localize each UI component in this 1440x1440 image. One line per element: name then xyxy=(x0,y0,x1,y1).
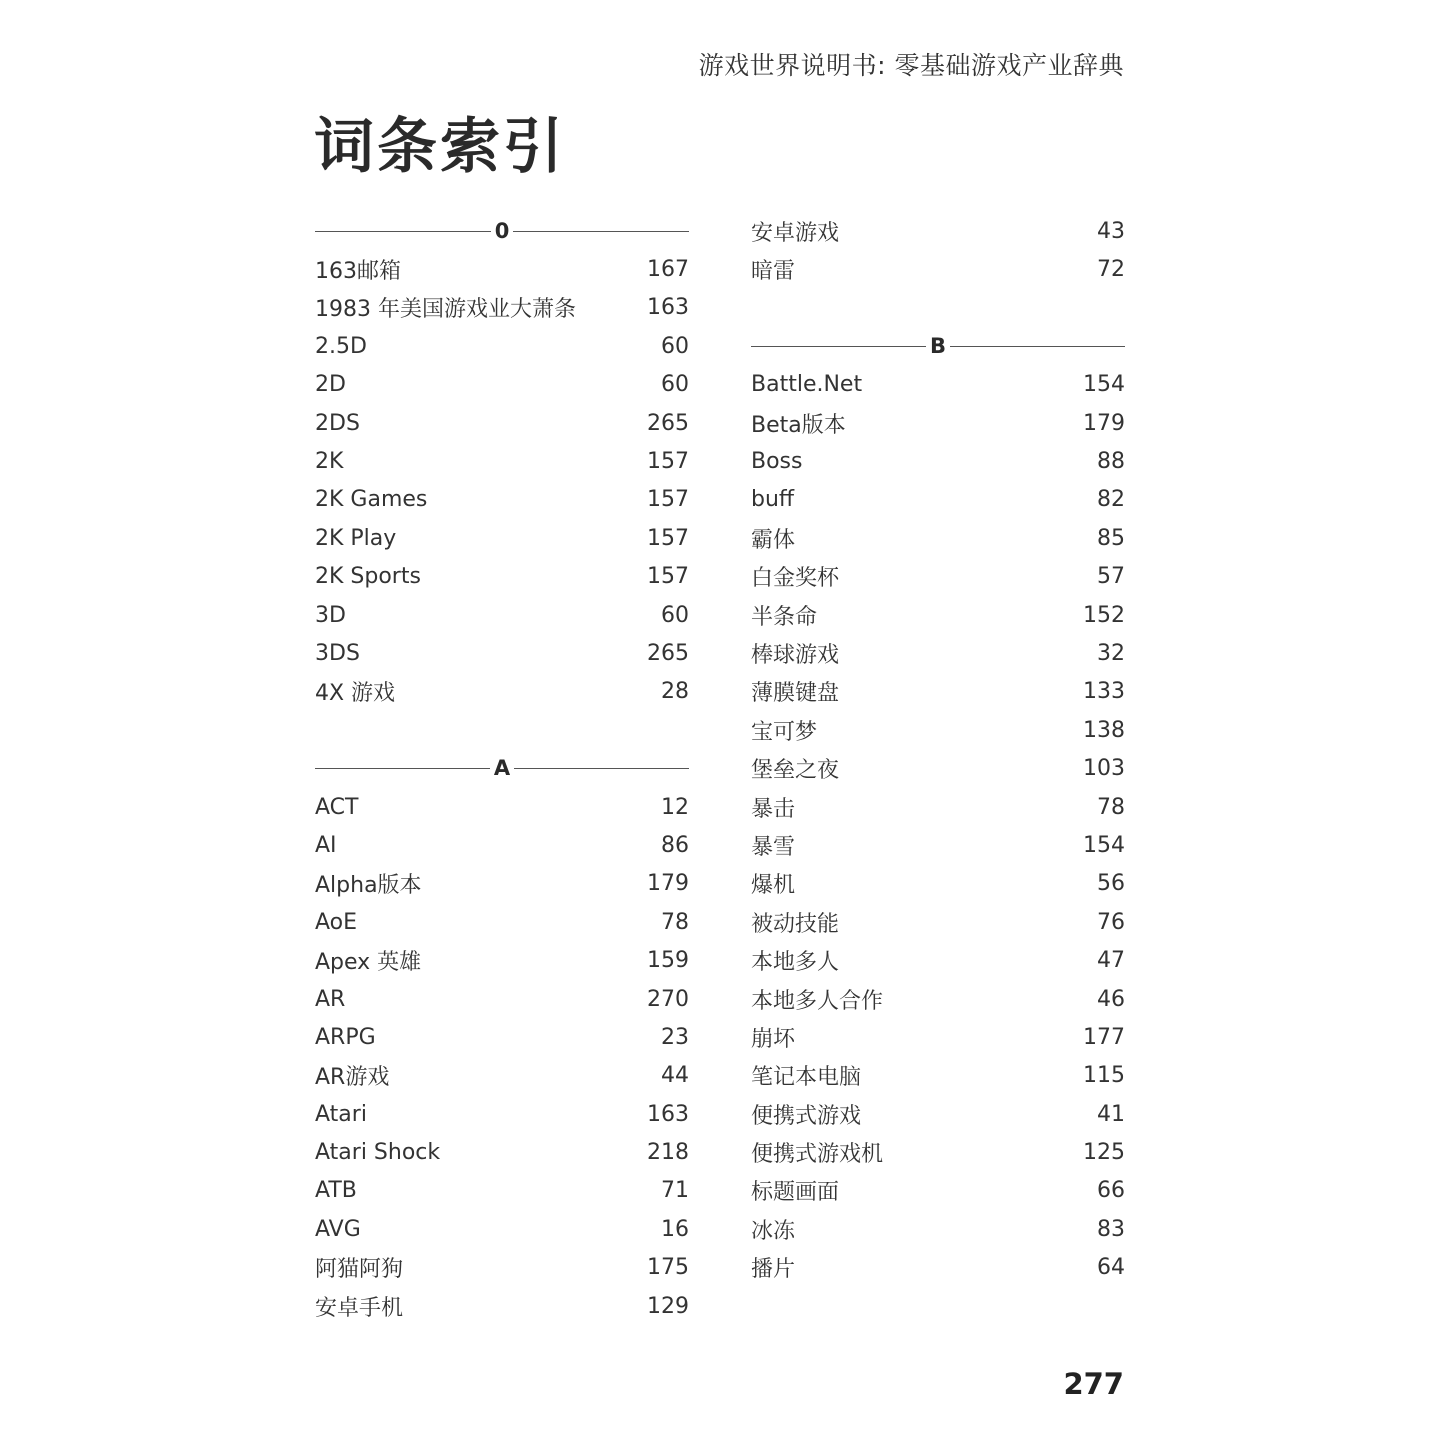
index-term: 薄膜键盘 xyxy=(751,681,840,707)
index-term: 便携式游戏 xyxy=(751,1103,862,1129)
index-entry xyxy=(315,826,689,864)
index-page-ref: 157 xyxy=(647,487,689,513)
index-page-ref: 179 xyxy=(647,871,689,897)
index-term: 便携式游戏机 xyxy=(751,1142,884,1168)
index-term: AVG xyxy=(315,1216,361,1242)
index-page-ref: 72 xyxy=(1097,257,1125,283)
index-page-ref: 270 xyxy=(647,986,689,1012)
index-entry xyxy=(315,1287,689,1325)
index-page-ref: 60 xyxy=(661,333,689,359)
section-gap xyxy=(751,289,1125,327)
index-term: 4X 游戏 xyxy=(315,681,396,707)
index-entry xyxy=(315,634,689,672)
index-page-ref: 71 xyxy=(661,1178,689,1204)
section-gap xyxy=(315,711,689,749)
index-term: 标题画面 xyxy=(751,1180,840,1206)
index-term: 笔记本电脑 xyxy=(751,1065,862,1091)
index-page-ref: 152 xyxy=(1083,602,1125,628)
index-term: 2K Sports xyxy=(315,564,421,590)
index-page-ref: 78 xyxy=(1097,794,1125,820)
index-entry xyxy=(751,634,1125,672)
index-term: Battle.Net xyxy=(751,372,863,398)
index-page-ref: 163 xyxy=(647,1101,689,1127)
index-entry xyxy=(751,1018,1125,1056)
index-term: buff xyxy=(751,487,795,513)
index-page-ref: 44 xyxy=(661,1063,689,1089)
index-page-ref: 218 xyxy=(647,1140,689,1166)
index-term: 爆机 xyxy=(751,873,796,899)
index-entry xyxy=(751,1057,1125,1095)
index-entry xyxy=(315,327,689,365)
index-entry xyxy=(751,1133,1125,1171)
section-letter: 0 xyxy=(494,218,510,243)
index-term: 3D xyxy=(315,602,346,628)
index-page-ref: 175 xyxy=(647,1255,689,1281)
index-term: 2K Play xyxy=(315,525,397,551)
section-heading xyxy=(751,327,1125,365)
index-entry xyxy=(751,865,1125,903)
index-term: Atari xyxy=(315,1101,367,1127)
index-term: 1983 年美国游戏业大萧条 xyxy=(315,297,576,323)
index-term: Atari Shock xyxy=(315,1140,441,1166)
index-entry xyxy=(315,404,689,442)
index-entry xyxy=(751,519,1125,557)
index-page-ref: 138 xyxy=(1083,717,1125,743)
index-page-ref: 177 xyxy=(1083,1024,1125,1050)
index-term: 安卓手机 xyxy=(315,1295,404,1321)
index-entry xyxy=(751,749,1125,787)
index-page-ref: 265 xyxy=(647,640,689,666)
index-term: 暴击 xyxy=(751,796,796,822)
index-term: ACT xyxy=(315,794,359,820)
index-term: 暴雪 xyxy=(751,834,796,860)
section-letter: B xyxy=(930,333,947,358)
index-entry xyxy=(751,1210,1125,1248)
index-entry xyxy=(315,558,689,596)
index-entry xyxy=(751,826,1125,864)
index-entry xyxy=(751,788,1125,826)
index-entry xyxy=(315,1057,689,1095)
index-page-ref: 154 xyxy=(1083,372,1125,398)
index-page-ref: 47 xyxy=(1097,948,1125,974)
index-page-ref: 60 xyxy=(661,372,689,398)
section-rule xyxy=(514,768,689,769)
index-page-ref: 167 xyxy=(647,257,689,283)
page-title: 词条索引 xyxy=(314,112,566,182)
index-page-ref: 159 xyxy=(647,948,689,974)
index-page-ref: 78 xyxy=(661,909,689,935)
index-entry xyxy=(751,366,1125,404)
index-page-ref: 64 xyxy=(1097,1255,1125,1281)
index-entry xyxy=(751,1095,1125,1133)
index-entry xyxy=(315,1018,689,1056)
index-term: 白金奖杯 xyxy=(751,566,840,592)
index-entry xyxy=(315,980,689,1018)
index-page-ref: 265 xyxy=(647,410,689,436)
index-entry xyxy=(315,941,689,979)
index-entry xyxy=(751,442,1125,480)
section-heading xyxy=(315,749,689,787)
section-letter: A xyxy=(493,756,511,781)
index-entry xyxy=(315,1095,689,1133)
index-entry xyxy=(751,212,1125,250)
index-page-ref: 28 xyxy=(661,679,689,705)
index-page-ref: 115 xyxy=(1083,1063,1125,1089)
index-entry xyxy=(315,1133,689,1171)
index-entry xyxy=(751,481,1125,519)
index-entry xyxy=(751,980,1125,1018)
index-page-ref: 76 xyxy=(1097,909,1125,935)
index-entry xyxy=(315,289,689,327)
index-term: 3DS xyxy=(315,640,360,666)
index-entry xyxy=(751,404,1125,442)
index-page-ref: 163 xyxy=(647,295,689,321)
index-entry xyxy=(315,865,689,903)
section-rule xyxy=(950,346,1125,347)
index-page-ref: 103 xyxy=(1083,756,1125,782)
index-page-ref: 12 xyxy=(661,794,689,820)
index-term: 棒球游戏 xyxy=(751,642,840,668)
index-term: Alpha版本 xyxy=(315,873,422,899)
index-term: 安卓游戏 xyxy=(751,220,840,246)
index-term: 崩坏 xyxy=(751,1026,796,1052)
index-entry xyxy=(751,1249,1125,1287)
index-term: 播片 xyxy=(751,1257,796,1283)
index-page-ref: 154 xyxy=(1083,832,1125,858)
index-entry xyxy=(751,1172,1125,1210)
index-entry xyxy=(751,250,1125,288)
index-term: 半条命 xyxy=(751,604,818,630)
index-page-ref: 157 xyxy=(647,525,689,551)
section-rule xyxy=(315,231,491,232)
index-term: 本地多人 xyxy=(751,950,840,976)
index-term: ATB xyxy=(315,1178,357,1204)
running-head: 游戏世界说明书: 零基础游戏产业辞典 xyxy=(698,51,1124,80)
index-page-ref: 83 xyxy=(1097,1216,1125,1242)
index-term: 2K xyxy=(315,449,344,475)
index-page-ref: 179 xyxy=(1083,410,1125,436)
section-heading xyxy=(315,212,689,250)
index-entry xyxy=(751,558,1125,596)
index-page-ref: 16 xyxy=(661,1216,689,1242)
index-page-ref: 86 xyxy=(661,832,689,858)
index-page-ref: 56 xyxy=(1097,871,1125,897)
index-entry xyxy=(751,673,1125,711)
page-number: 277 xyxy=(1063,1367,1124,1401)
index-entry xyxy=(315,903,689,941)
index-column-right xyxy=(751,212,1125,1287)
index-term: 2K Games xyxy=(315,487,428,513)
index-term: AR游戏 xyxy=(315,1065,390,1091)
index-term: 被动技能 xyxy=(751,911,840,937)
index-entry xyxy=(315,366,689,404)
index-entry xyxy=(315,250,689,288)
index-page-ref: 41 xyxy=(1097,1101,1125,1127)
index-page-ref: 82 xyxy=(1097,487,1125,513)
index-term: 163邮箱 xyxy=(315,259,401,285)
index-term: 2DS xyxy=(315,410,360,436)
section-rule xyxy=(315,768,490,769)
index-entry xyxy=(315,1249,689,1287)
index-entry xyxy=(751,941,1125,979)
index-term: AoE xyxy=(315,909,358,935)
index-entry xyxy=(315,673,689,711)
index-entry xyxy=(315,519,689,557)
index-page-ref: 88 xyxy=(1097,449,1125,475)
index-entry xyxy=(751,596,1125,634)
index-term: 霸体 xyxy=(751,527,796,553)
index-term: 阿猫阿狗 xyxy=(315,1257,404,1283)
index-term: 堡垒之夜 xyxy=(751,758,840,784)
index-term: ARPG xyxy=(315,1024,376,1050)
index-page-ref: 129 xyxy=(647,1293,689,1319)
index-term: 2D xyxy=(315,372,346,398)
index-page-ref: 157 xyxy=(647,449,689,475)
index-term: AR xyxy=(315,986,346,1012)
section-rule xyxy=(751,346,926,347)
index-term: 2.5D xyxy=(315,333,367,359)
index-page-ref: 85 xyxy=(1097,525,1125,551)
index-entry xyxy=(315,788,689,826)
index-page-ref: 60 xyxy=(661,602,689,628)
index-page-ref: 125 xyxy=(1083,1140,1125,1166)
index-page-ref: 32 xyxy=(1097,640,1125,666)
index-page-ref: 157 xyxy=(647,564,689,590)
index-term: 本地多人合作 xyxy=(751,988,884,1014)
index-entry xyxy=(751,711,1125,749)
index-term: Boss xyxy=(751,449,803,475)
index-page-ref: 23 xyxy=(661,1024,689,1050)
index-page-ref: 133 xyxy=(1083,679,1125,705)
index-term: 冰冻 xyxy=(751,1218,796,1244)
index-entry xyxy=(315,481,689,519)
index-entry xyxy=(751,903,1125,941)
index-page-ref: 43 xyxy=(1097,218,1125,244)
index-column-left xyxy=(315,212,689,1325)
index-term: 暗雷 xyxy=(751,259,796,285)
index-page-ref: 66 xyxy=(1097,1178,1125,1204)
index-entry xyxy=(315,1172,689,1210)
index-page-ref: 57 xyxy=(1097,564,1125,590)
section-rule xyxy=(513,231,689,232)
index-entry xyxy=(315,596,689,634)
index-entry xyxy=(315,442,689,480)
index-term: 宝可梦 xyxy=(751,719,818,745)
index-term: Apex 英雄 xyxy=(315,950,422,976)
index-page-ref: 46 xyxy=(1097,986,1125,1012)
index-term: Beta版本 xyxy=(751,412,846,438)
index-entry xyxy=(315,1210,689,1248)
index-term: AI xyxy=(315,832,337,858)
